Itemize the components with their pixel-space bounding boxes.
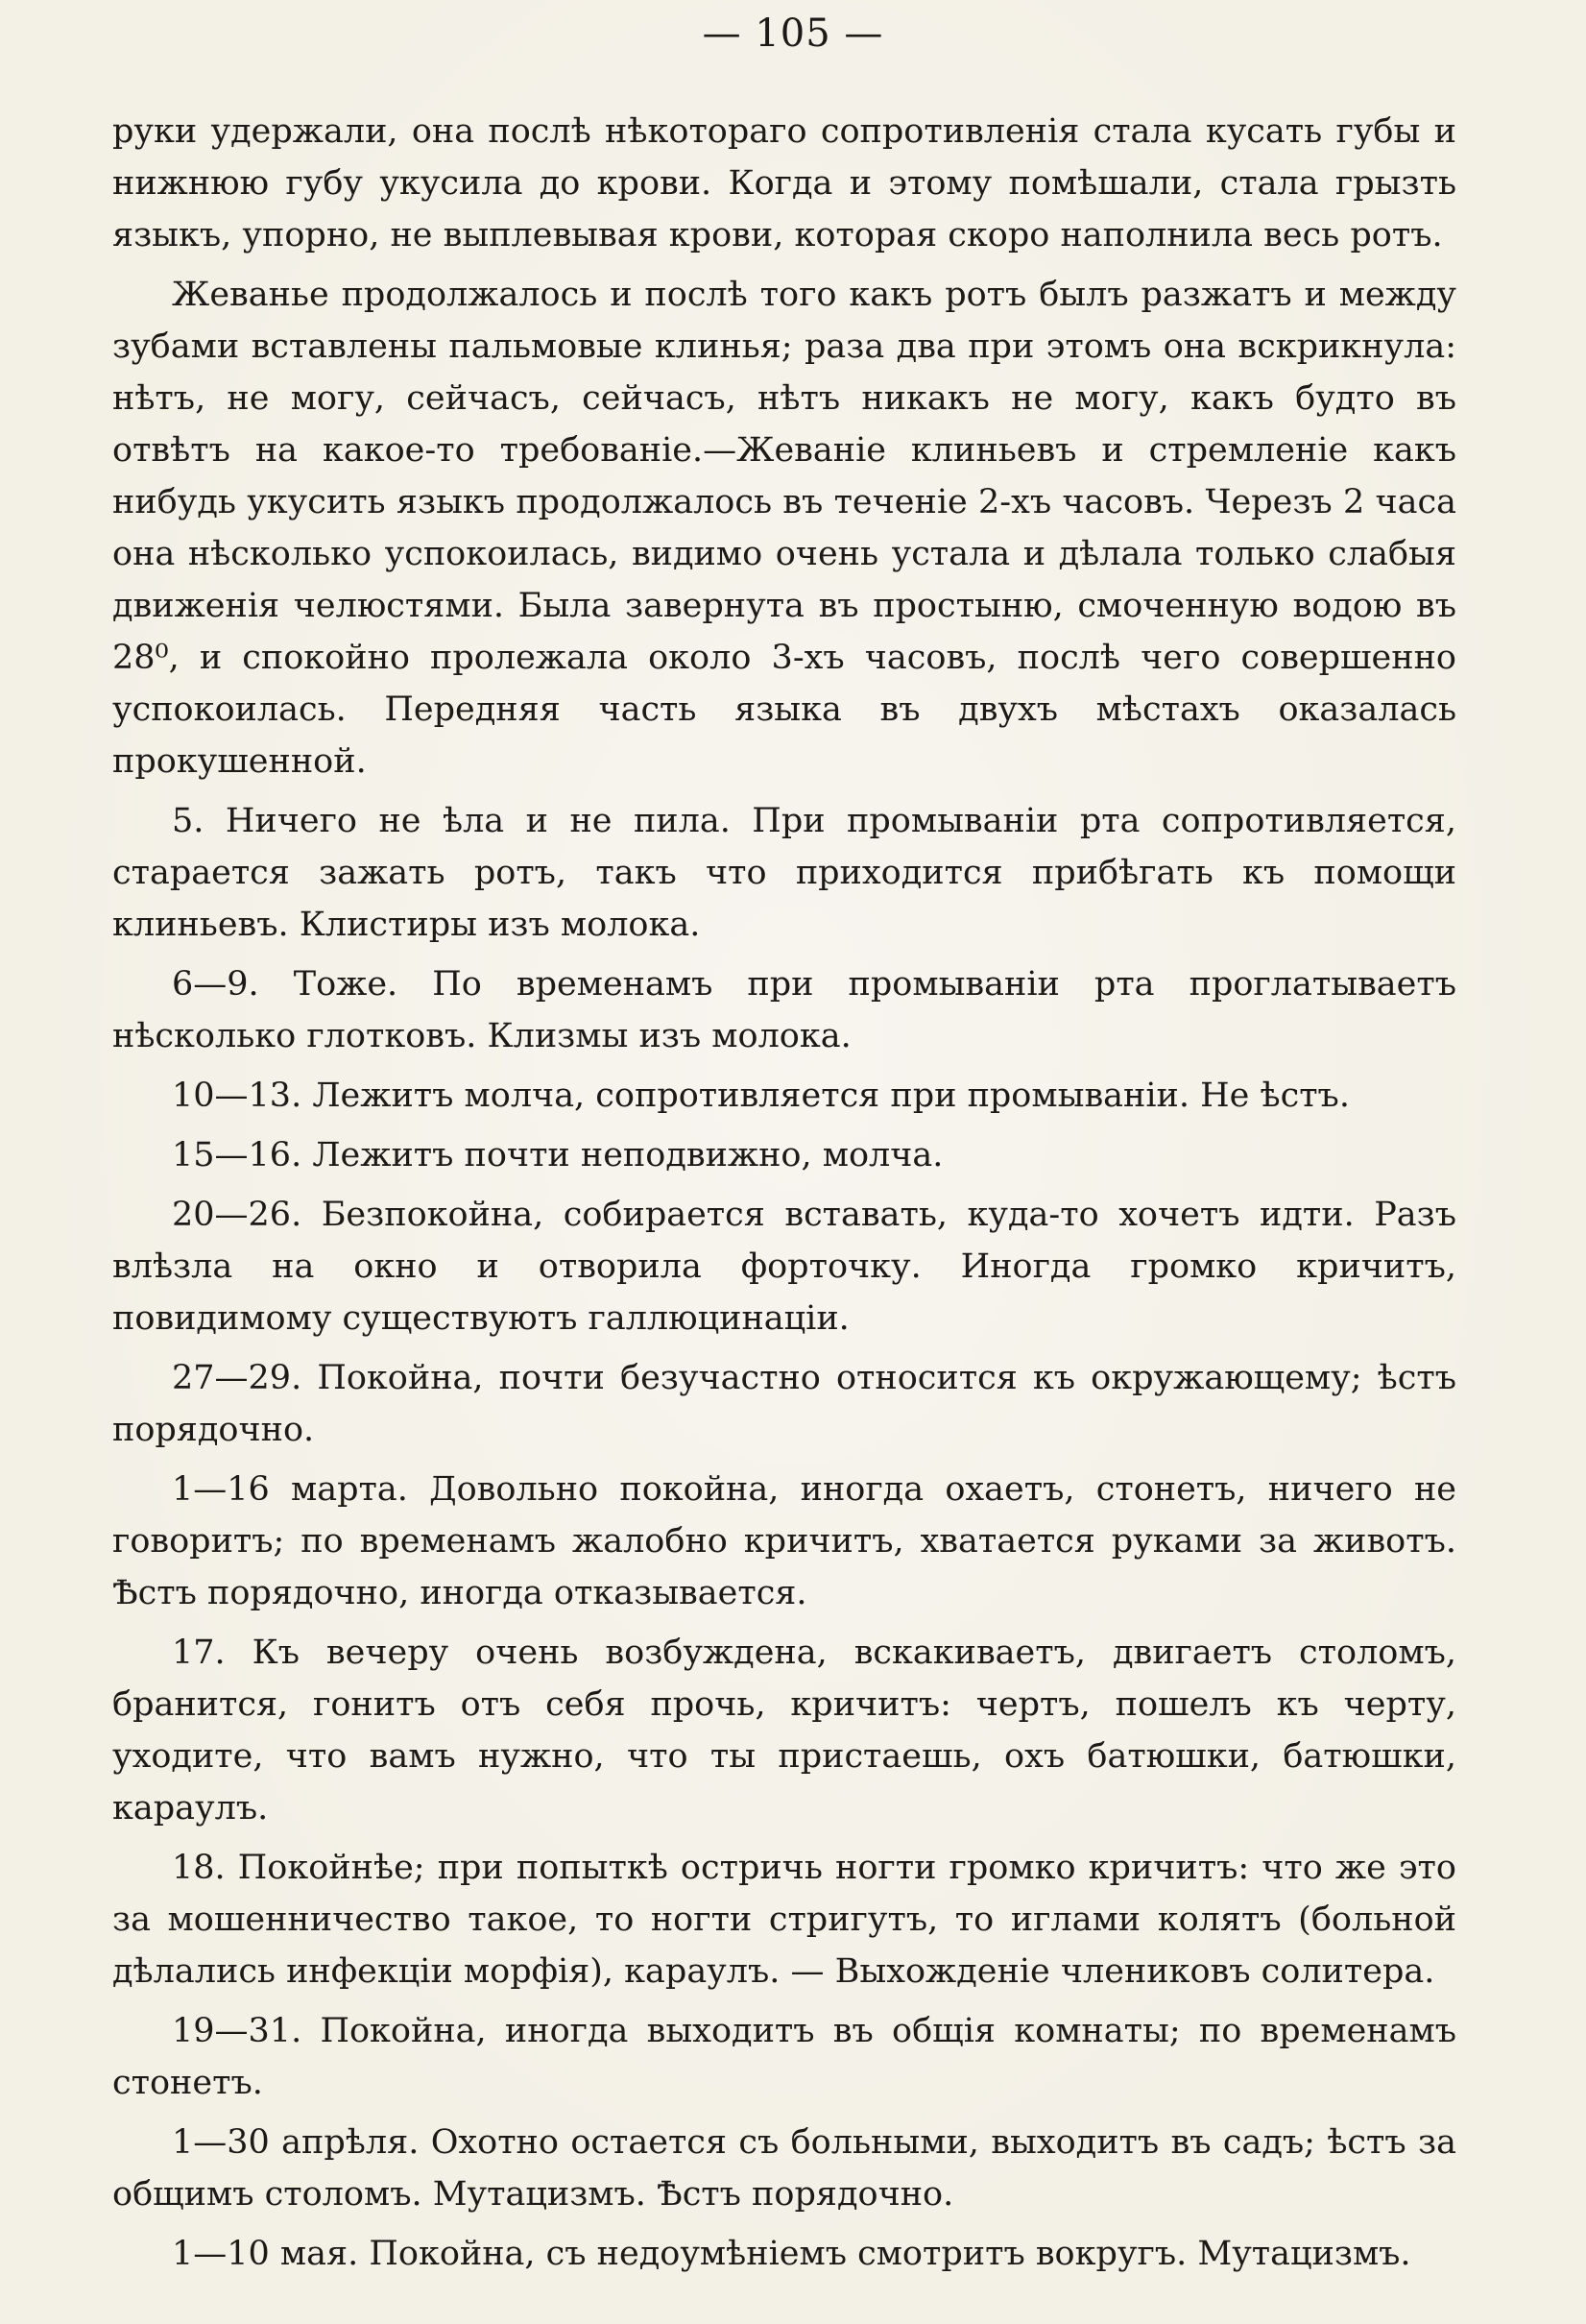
paragraph-day-entry: 27—29. Покойна, почти безучастно относится къ окружающему; ѣстъ порядочно. xyxy=(112,1359,1456,1449)
paragraph-month-entry: 1—10 мая. Покойна, съ недоумѣніемъ смотритъ вокругъ. Мутацизмъ. xyxy=(172,2235,1411,2273)
page-number: — 105 — xyxy=(702,12,884,56)
paragraph-month-entry: 1—16 марта. Довольно покойна, иногда охаетъ, стонетъ, ничего не говоритъ; по временамъ жалобно кричитъ, хватается руками за животъ. Ѣстъ порядочно, иногда отказывается. xyxy=(112,1470,1456,1612)
paragraph-day-entry: 10—13. Лежитъ молча, сопротивляется при промываніи. Не ѣстъ. xyxy=(172,1077,1350,1115)
paragraph-day-entry: 18. Покойнѣе; при попыткѣ остричь ногти громко кричитъ: что же это за мошенничество такое, то ногти стригутъ, то иглами колятъ (больной дѣлались инфекціи морфія), караулъ. — Выхожденіе члениковъ солитера. xyxy=(112,1849,1456,1991)
paragraph-day-entry: 19—31. Покойна, иногда выходитъ въ общія комнаты; по временамъ стонетъ. xyxy=(112,2012,1456,2102)
paragraph-continuation: руки удержали, она послѣ нѣкотораго сопротивленія стала кусать губы и нижнюю губу укусила до крови. Когда и этому помѣшали, стала грызть языкъ, упорно, не выплевывая крови, которая скоро наполнила весь ротъ. xyxy=(112,112,1456,254)
paragraph: Жеванье продолжалось и послѣ того какъ ротъ былъ разжатъ и между зубами вставлены пальмовые клинья; раза два при этомъ она вскрикнула: нѣтъ, не могу, сейчасъ, сейчасъ, нѣтъ никакъ не могу, какъ будто въ отвѣтъ на какое-то требованіе.—Жеваніе клиньевъ и стремленіе какъ нибудь укусить языкъ продолжалось въ теченіе 2-хъ часовъ. Черезъ 2 часа она нѣсколько успокоилась, видимо очень устала и дѣлала только слабыя движенія челюстями. Была завернута въ простыню, смоченную водою въ 28⁰, и спокойно пролежала около 3-хъ часовъ, послѣ чего совершенно успокоилась. Передняя часть языка въ двухъ мѣстахъ оказалась прокушенной. xyxy=(112,276,1456,781)
paragraph-day-entry: 6—9. Тоже. По временамъ при промываніи рта проглатываетъ нѣсколько глотковъ. Клизмы изъ молока. xyxy=(112,965,1456,1055)
paragraph-day-entry: 17. Къ вечеру очень возбуждена, вскакиваетъ, двигаетъ столомъ, бранится, гонитъ отъ себя прочь, кричитъ: чертъ, пошелъ къ черту, уходите, что вамъ нужно, что ты пристаешь, охъ батюшки, батюшки, караулъ. xyxy=(112,1634,1456,1828)
paragraph-day-entry: 5. Ничего не ѣла и не пила. При промываніи рта сопротивляется, старается зажать ротъ, такъ что приходится прибѣгать къ помощи клиньевъ. Клистиры изъ молока. xyxy=(112,802,1456,944)
paragraph-day-entry: 15—16. Лежитъ почти неподвижно, молча. xyxy=(172,1136,944,1174)
paragraph-day-entry: 20—26. Безпокойна, собирается вставать, куда-то хочетъ идти. Разъ влѣзла на окно и отворила форточку. Иногда громко кричитъ, повидимому существуютъ галлюцинаціи. xyxy=(112,1196,1456,1338)
body-text xyxy=(112,106,1456,2288)
paragraph-month-entry: 1—30 апрѣля. Охотно остается съ больными, выходитъ въ садъ; ѣстъ за общимъ столомъ. Мутацизмъ. Ѣстъ порядочно. xyxy=(112,2123,1456,2214)
